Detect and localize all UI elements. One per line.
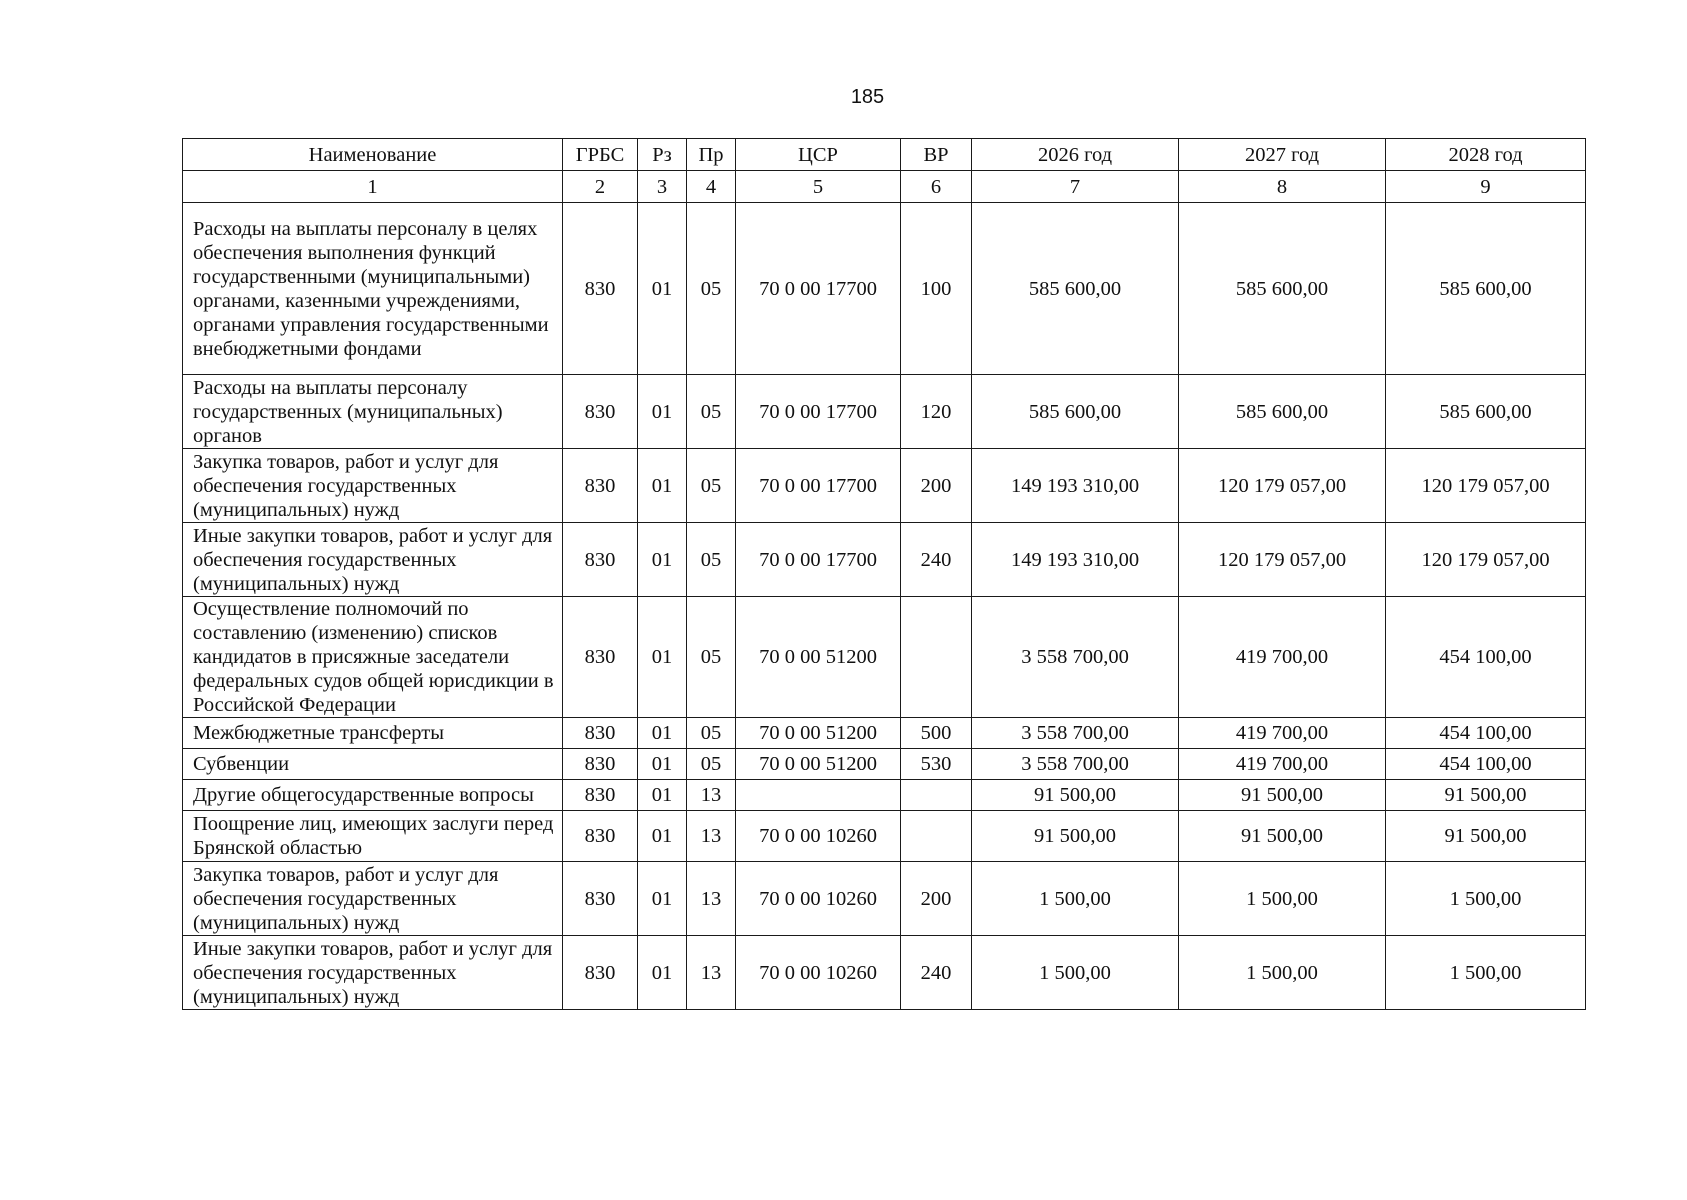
column-number: 7 (972, 171, 1179, 203)
header-2027: 2027 год (1179, 139, 1386, 171)
grbs-cell: 830 (563, 718, 638, 749)
amount-2028: 454 100,00 (1386, 597, 1586, 718)
amount-2027: 585 600,00 (1179, 203, 1386, 375)
amount-2026: 91 500,00 (972, 811, 1179, 862)
grbs-cell: 830 (563, 936, 638, 1010)
amount-2027: 1 500,00 (1179, 862, 1386, 936)
vr-cell: 120 (901, 375, 972, 449)
grbs-cell: 830 (563, 862, 638, 936)
column-number: 8 (1179, 171, 1386, 203)
item-name: Расходы на выплаты персоналу государственных (муниципальных) органов (183, 375, 563, 449)
amount-2026: 585 600,00 (972, 375, 1179, 449)
rz-cell: 01 (638, 375, 687, 449)
csr-cell: 70 0 00 51200 (736, 718, 901, 749)
table-row (183, 449, 1586, 523)
item-name: Другие общегосударственные вопросы (183, 780, 563, 811)
grbs-cell: 830 (563, 811, 638, 862)
amount-2026: 1 500,00 (972, 936, 1179, 1010)
csr-cell: 70 0 00 10260 (736, 936, 901, 1010)
amount-2026: 3 558 700,00 (972, 718, 1179, 749)
table-row (183, 203, 1586, 375)
header-pr: Пр (687, 139, 736, 171)
pr-cell: 05 (687, 749, 736, 780)
rz-cell: 01 (638, 449, 687, 523)
table-row (183, 780, 1586, 811)
amount-2027: 585 600,00 (1179, 375, 1386, 449)
vr-cell (901, 597, 972, 718)
table-row (183, 718, 1586, 749)
header-2026: 2026 год (972, 139, 1179, 171)
rz-cell: 01 (638, 203, 687, 375)
item-name: Расходы на выплаты персоналу в целях обеспечения выполнения функций государственными (муниципальными) органами, казенными учреждениями, органами управления государственными внебюджетными фондами (183, 203, 563, 375)
item-name: Закупка товаров, работ и услуг для обеспечения государственных (муниципальных) нужд (183, 862, 563, 936)
amount-2028: 120 179 057,00 (1386, 449, 1586, 523)
amount-2028: 454 100,00 (1386, 749, 1586, 780)
table-row (183, 862, 1586, 936)
csr-cell: 70 0 00 51200 (736, 749, 901, 780)
budget-table (182, 138, 1586, 1010)
column-number: 4 (687, 171, 736, 203)
amount-2027: 419 700,00 (1179, 718, 1386, 749)
amount-2028: 91 500,00 (1386, 811, 1586, 862)
page-number: 185 (850, 86, 885, 108)
amount-2026: 149 193 310,00 (972, 449, 1179, 523)
csr-cell (736, 780, 901, 811)
rz-cell: 01 (638, 780, 687, 811)
pr-cell: 05 (687, 597, 736, 718)
amount-2027: 120 179 057,00 (1179, 523, 1386, 597)
amount-2026: 3 558 700,00 (972, 597, 1179, 718)
csr-cell: 70 0 00 17700 (736, 375, 901, 449)
pr-cell: 05 (687, 449, 736, 523)
pr-cell: 05 (687, 523, 736, 597)
amount-2027: 419 700,00 (1179, 749, 1386, 780)
vr-cell: 500 (901, 718, 972, 749)
amount-2028: 1 500,00 (1386, 862, 1586, 936)
grbs-cell: 830 (563, 523, 638, 597)
item-name: Поощрение лиц, имеющих заслуги перед Брянской областью (183, 811, 563, 862)
item-name: Иные закупки товаров, работ и услуг для обеспечения государственных (муниципальных) нужд (183, 523, 563, 597)
header-row (183, 139, 1586, 171)
vr-cell: 240 (901, 936, 972, 1010)
vr-cell: 200 (901, 449, 972, 523)
vr-cell: 240 (901, 523, 972, 597)
rz-cell: 01 (638, 597, 687, 718)
amount-2026: 585 600,00 (972, 203, 1179, 375)
amount-2028: 1 500,00 (1386, 936, 1586, 1010)
table-row (183, 375, 1586, 449)
amount-2027: 419 700,00 (1179, 597, 1386, 718)
grbs-cell: 830 (563, 375, 638, 449)
pr-cell: 05 (687, 718, 736, 749)
grbs-cell: 830 (563, 203, 638, 375)
rz-cell: 01 (638, 936, 687, 1010)
column-number: 2 (563, 171, 638, 203)
csr-cell: 70 0 00 10260 (736, 862, 901, 936)
table-row (183, 811, 1586, 862)
amount-2026: 91 500,00 (972, 780, 1179, 811)
grbs-cell: 830 (563, 449, 638, 523)
item-name: Межбюджетные трансферты (183, 718, 563, 749)
vr-cell: 200 (901, 862, 972, 936)
amount-2028: 585 600,00 (1386, 203, 1586, 375)
item-name: Иные закупки товаров, работ и услуг для обеспечения государственных (муниципальных) нужд (183, 936, 563, 1010)
item-name: Закупка товаров, работ и услуг для обеспечения государственных (муниципальных) нужд (183, 449, 563, 523)
amount-2027: 91 500,00 (1179, 811, 1386, 862)
header-2028: 2028 год (1386, 139, 1586, 171)
amount-2026: 1 500,00 (972, 862, 1179, 936)
header-csr: ЦСР (736, 139, 901, 171)
column-number: 9 (1386, 171, 1586, 203)
csr-cell: 70 0 00 17700 (736, 449, 901, 523)
vr-cell: 100 (901, 203, 972, 375)
amount-2028: 585 600,00 (1386, 375, 1586, 449)
pr-cell: 13 (687, 780, 736, 811)
csr-cell: 70 0 00 17700 (736, 203, 901, 375)
column-number: 1 (183, 171, 563, 203)
header-name: Наименование (183, 139, 563, 171)
vr-cell: 530 (901, 749, 972, 780)
rz-cell: 01 (638, 811, 687, 862)
header-vr: ВР (901, 139, 972, 171)
table-row (183, 749, 1586, 780)
amount-2027: 91 500,00 (1179, 780, 1386, 811)
table-row (183, 597, 1586, 718)
amount-2027: 1 500,00 (1179, 936, 1386, 1010)
item-name: Осуществление полномочий по составлению (изменению) списков кандидатов в присяжные заседатели федеральных судов общей юрисдикции в Российской Федерации (183, 597, 563, 718)
pr-cell: 05 (687, 203, 736, 375)
column-number: 6 (901, 171, 972, 203)
vr-cell (901, 780, 972, 811)
csr-cell: 70 0 00 51200 (736, 597, 901, 718)
rz-cell: 01 (638, 718, 687, 749)
header-rz: Рз (638, 139, 687, 171)
grbs-cell: 830 (563, 597, 638, 718)
table-row (183, 523, 1586, 597)
column-number-row (183, 171, 1586, 203)
rz-cell: 01 (638, 862, 687, 936)
amount-2028: 91 500,00 (1386, 780, 1586, 811)
rz-cell: 01 (638, 523, 687, 597)
amount-2026: 3 558 700,00 (972, 749, 1179, 780)
amount-2028: 120 179 057,00 (1386, 523, 1586, 597)
item-name: Субвенции (183, 749, 563, 780)
grbs-cell: 830 (563, 749, 638, 780)
csr-cell: 70 0 00 10260 (736, 811, 901, 862)
amount-2028: 454 100,00 (1386, 718, 1586, 749)
pr-cell: 13 (687, 936, 736, 1010)
pr-cell: 13 (687, 811, 736, 862)
pr-cell: 05 (687, 375, 736, 449)
column-number: 3 (638, 171, 687, 203)
rz-cell: 01 (638, 749, 687, 780)
table-row (183, 936, 1586, 1010)
grbs-cell: 830 (563, 780, 638, 811)
vr-cell (901, 811, 972, 862)
header-grbs: ГРБС (563, 139, 638, 171)
amount-2026: 149 193 310,00 (972, 523, 1179, 597)
csr-cell: 70 0 00 17700 (736, 523, 901, 597)
pr-cell: 13 (687, 862, 736, 936)
column-number: 5 (736, 171, 901, 203)
amount-2027: 120 179 057,00 (1179, 449, 1386, 523)
